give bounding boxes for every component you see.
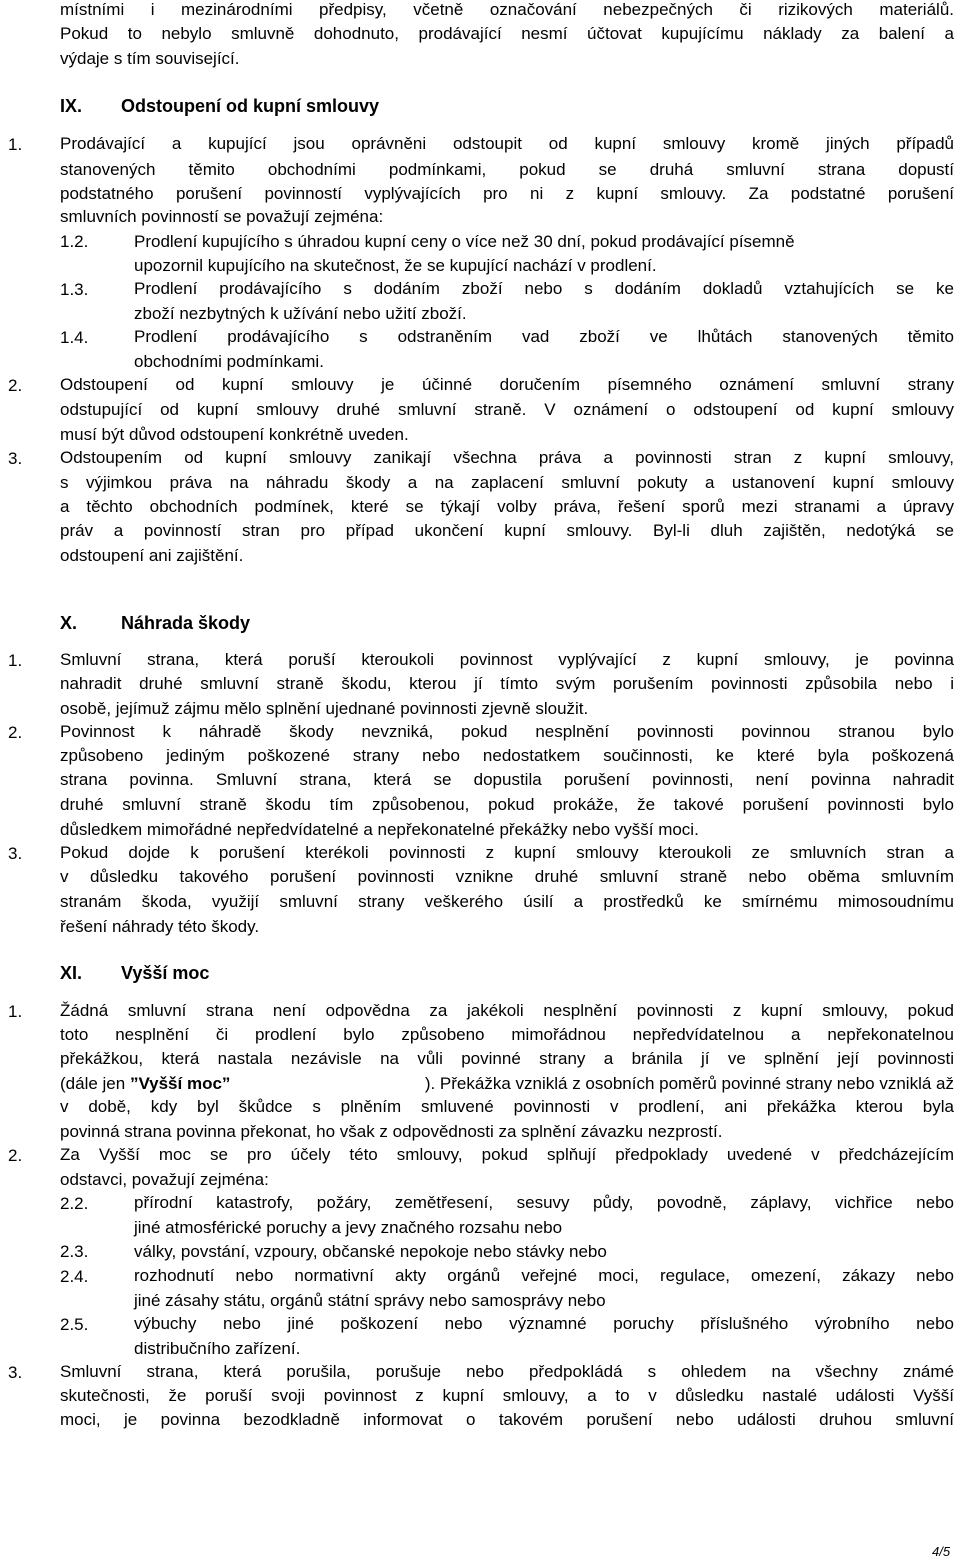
paragraph-line: zboží nezbytných k užívání nebo užití zboží. — [134, 304, 467, 323]
paragraph-line: jiné atmosférické poruchy a jevy značného rozsahu nebo — [134, 1218, 563, 1237]
paragraph-line: Smluvní strana, která porušila, porušuje nebo předpokládá s ohledem na všechny známé — [60, 1362, 954, 1381]
paragraph-line: obchodními podmínkami. — [134, 352, 324, 371]
defined-term: ”Vyšší moc” — [129, 1074, 231, 1093]
section-title: Náhrada škody — [121, 613, 251, 633]
paragraph-line: osobě, jejímuž zájmu mělo splnění ujednané povinnosti zjevně sloužit. — [60, 699, 589, 718]
item-number: 2. — [8, 1146, 23, 1165]
item-number: 2.5. — [60, 1315, 89, 1334]
page-number: 4/5 — [932, 1544, 951, 1559]
item-number: 2.2. — [60, 1194, 89, 1213]
paragraph-line: odstavci, považují zejména: — [60, 1170, 269, 1189]
paragraph-line: skutečnosti, že poruší svoji povinnost z kupní smlouvy, a to v důsledku nastalé události Vyšší — [60, 1386, 954, 1405]
paragraph-line: války, povstání, vzpoury, občanské nepokoje nebo stávky nebo — [134, 1242, 607, 1261]
paragraph-line: Pokud dojde k porušení kterékoli povinnosti z kupní smlouvy kteroukoli ze smluvních stran a — [60, 843, 954, 862]
paragraph-line: druhé smluvní straně škodu tím způsobenou, pokud prokáže, že takové porušení povinnosti bylo — [60, 795, 954, 814]
paragraph-line: Prodlení prodávajícího s dodáním zboží nebo s dodáním dokladů vztahujících se ke — [134, 279, 954, 298]
section-title: Odstoupení od kupní smlouvy — [121, 96, 380, 116]
paragraph-line: nahradit druhé smluvní straně škodu, kterou jí tímto svým porušením povinnosti způsobila nebo i — [60, 674, 954, 693]
paragraph-line: toto nesplnění či prodlení bylo způsobeno mimořádnou nepředvídatelnou a nepřekonatelnou — [60, 1025, 954, 1044]
section-number: IX. — [60, 96, 83, 116]
paragraph-line: odstoupení ani zajištění. — [60, 546, 244, 565]
paragraph-line: Za Vyšší moc se pro účely této smlouvy, pokud splňují předpoklady uvedené v předcházejícím — [60, 1145, 954, 1164]
paragraph-line: stranám škoda, využijí smluvní strany veškerého úsilí a prostředků ke smírnému mimosoudnímu — [60, 892, 954, 911]
paragraph-line: Odstoupením od kupní smlouvy zanikají všechna práva a povinnosti stran z kupní smlouvy, — [60, 448, 954, 467]
item-number: 1. — [8, 651, 23, 670]
item-number: 2.3. — [60, 1242, 89, 1261]
paragraph-line: Prodlení kupujícího s úhradou kupní ceny o více než 30 dní, pokud prodávající písemně — [134, 232, 795, 251]
item-number: 1. — [8, 1002, 23, 1021]
paragraph-line: v důsledku takového porušení povinnosti vznikne druhé smluvní straně nebo oběma smluvním — [60, 867, 954, 886]
item-number: 3. — [8, 844, 23, 863]
paragraph-line: podstatného porušení povinností vyplývajících pro ni z kupní smlouvy. Za podstatné porušení — [60, 184, 954, 203]
paragraph-line: musí být důvod odstoupení konkrétně uveden. — [60, 425, 409, 444]
paragraph-line: distribučního zařízení. — [134, 1339, 301, 1358]
intro-line: Pokud to nebylo smluvně dohodnuto, prodávající nesmí účtovat kupujícímu náklady za balení a — [60, 24, 954, 43]
paragraph-line: Odstoupení od kupní smlouvy je účinné doručením písemného oznámení smluvní strany — [60, 375, 954, 394]
paragraph-line: Povinnost k náhradě škody nevzniká, pokud nesplnění povinnosti povinnou stranou bylo — [60, 722, 954, 741]
section-number: XI. — [60, 963, 83, 983]
paragraph-line: jiné zásahy státu, orgánů státní správy nebo samosprávy nebo — [134, 1291, 606, 1310]
item-number: 1. — [8, 135, 23, 154]
item-number: 3. — [8, 449, 23, 468]
paragraph-line: výbuchy nebo jiné poškození nebo významné poruchy příslušného výrobního nebo — [134, 1314, 954, 1333]
paragraph-line: rozhodnutí nebo normativní akty orgánů veřejné moci, regulace, omezení, zákazy nebo — [134, 1266, 954, 1285]
paragraph-line: Smluvní strana, která poruší kteroukoli povinnost vyplývající z kupní smlouvy, je povinna — [60, 650, 954, 669]
intro-line: výdaje s tím související. — [60, 49, 240, 68]
paragraph-line: překážkou, která nastala nezávisle na vůli povinné strany a bránila jí ve splnění její povinnosti — [60, 1049, 954, 1068]
paragraph-fragment: (dále jen — [60, 1074, 130, 1093]
paragraph-line: Prodlení prodávajícího s odstraněním vad zboží ve lhůtách stanovených těmito — [134, 327, 954, 346]
paragraph-fragment: ). Překážka vzniklá z osobních poměrů povinné strany nebo vzniklá až — [424, 1074, 954, 1093]
item-number: 2. — [8, 376, 23, 395]
paragraph-line: Prodávající a kupující jsou oprávněni odstoupit od kupní smlouvy kromě jiných případů — [60, 134, 954, 153]
paragraph-line: Žádná smluvní strana není odpovědna za jakékoli nesplnění povinnosti z kupní smlouvy, pokud — [60, 1001, 954, 1020]
paragraph-line: řešení náhrady této škody. — [60, 917, 260, 936]
section-title: Vyšší moc — [121, 963, 210, 983]
item-number: 2. — [8, 723, 23, 742]
intro-line: místními i mezinárodními předpisy, včetně označování nebezpečných či rizikových materiálů. — [60, 0, 954, 19]
item-number: 1.4. — [60, 328, 89, 347]
paragraph-line: stanovených těmito obchodními podmínkami, pokud se druhá smluvní strana dopustí — [60, 160, 954, 179]
paragraph-line — [60, 1075, 954, 1092]
paragraph-line: upozornil kupujícího na skutečnost, že se kupující nachází v prodlení. — [134, 256, 657, 275]
paragraph-line: smluvních povinností se považují zejména: — [60, 207, 384, 226]
paragraph-line: v době, kdy byl škůdce s plněním smluvené povinnosti v prodlení, ani překážka kterou byla — [60, 1097, 954, 1116]
paragraph-line: přírodní katastrofy, požáry, zemětřesení, sesuvy půdy, povodně, záplavy, vichřice nebo — [134, 1193, 954, 1212]
item-number: 2.4. — [60, 1267, 89, 1286]
item-number: 1.3. — [60, 280, 89, 299]
paragraph-line: a těchto obchodních podmínek, které se týkají volby práva, řešení sporů mezi stranami a úpravy — [60, 497, 954, 516]
paragraph-line: s výjimkou práva na náhradu škody a na zaplacení smluvní pokuty a ustanovení kupní smlouvy — [60, 473, 954, 492]
item-number: 1.2. — [60, 232, 89, 251]
paragraph-line: práv a povinností stran pro případ ukončení kupní smlouvy. Byl-li dluh zajištěn, nedotýká se — [60, 521, 954, 540]
paragraph-line: odstupující od kupní smlouvy druhé smluvní straně. V oznámení o odstoupení od kupní smlouvy — [60, 400, 954, 419]
paragraph-line: povinná strana povinna překonat, ho však z odpovědnosti za splnění závazku nezprostí. — [60, 1122, 723, 1141]
section-number: X. — [60, 613, 78, 633]
paragraph-line: důsledkem mimořádné nepředvídatelné a nepřekonatelné překážky nebo vyšší moci. — [60, 820, 699, 839]
paragraph-line: strana povinna. Smluvní strana, která se dopustila porušení povinnosti, není povinna nahradit — [60, 770, 954, 789]
item-number: 3. — [8, 1363, 23, 1382]
paragraph-line: způsobeno jediným poškozené strany nebo nedostatkem součinnosti, ke které byla poškozená — [60, 746, 954, 765]
paragraph-line: moci, je povinna bezodkladně informovat o takovém porušení nebo události druhou smluvní — [60, 1410, 954, 1429]
